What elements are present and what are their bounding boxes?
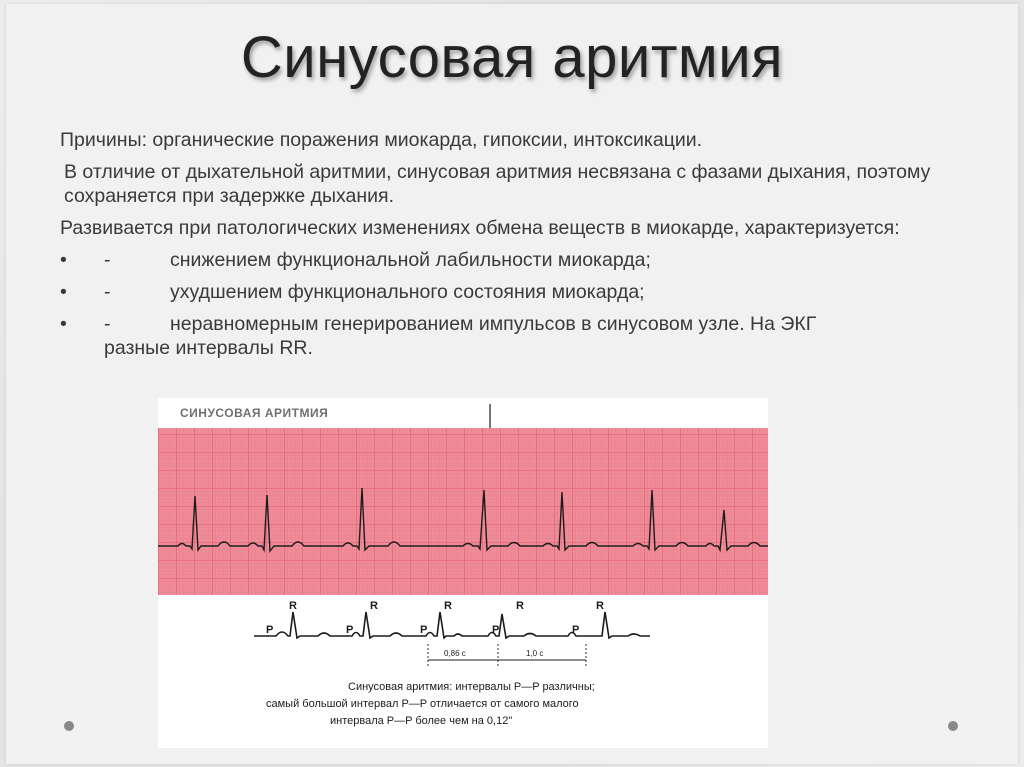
- wave-label-p: P: [572, 624, 580, 636]
- interval-1-label: 0,86 с: [444, 649, 466, 658]
- bullet-text: неравномерным генерированием импульсов в синусовом узле. На ЭКГ: [170, 313, 817, 335]
- bullet-dash: -: [104, 313, 111, 335]
- respiratory-paragraph: В отличие от дыхательной аритмии, синусовая аритмия несвязана с фазами дыхания, поэтому сохраняется при задержке дыхания.: [64, 161, 931, 207]
- slide-title: Синусовая аритмия: [240, 25, 784, 90]
- slide: [6, 4, 1018, 764]
- wave-label-p: P: [420, 624, 428, 636]
- bullet-marker: •: [60, 313, 67, 335]
- wave-label-r: R: [370, 600, 378, 612]
- bullet-marker: •: [60, 281, 67, 303]
- ecg-trace-schematic: [254, 612, 650, 638]
- ecg-figure: [158, 398, 768, 748]
- wave-label-r: R: [516, 600, 524, 612]
- caption-line-3: интервала P—P более чем на 0,12": [330, 715, 513, 727]
- bullet-text: снижением функциональной лабильности миокарда;: [170, 249, 651, 271]
- bullet-text: ухудшением функционального состояния миокарда;: [170, 281, 645, 303]
- caption-line-1: Синусовая аритмия: интервалы P—P различны;: [348, 681, 595, 693]
- bullet-list: [60, 248, 960, 360]
- wave-label-r: R: [444, 600, 452, 612]
- wave-label-p: P: [346, 624, 354, 636]
- ecg-grid: [158, 428, 768, 595]
- interval-2-label: 1,0 с: [526, 649, 544, 658]
- strip-label: СИНУСОВАЯ АРИТМИЯ: [180, 406, 329, 420]
- bullet-item: [60, 280, 960, 304]
- wave-label-p: P: [266, 624, 274, 636]
- wave-label-r: R: [596, 600, 604, 612]
- ecg-figure-svg: [158, 398, 768, 748]
- bullet-marker: •: [60, 249, 67, 271]
- causes-paragraph: Причины: органические поражения миокарда, гипоксии, интоксикации.: [60, 129, 703, 151]
- develops-paragraph: Развивается при патологических изменениях обмена веществ в миокарде, характеризуется:: [60, 217, 900, 239]
- bullet-dash: -: [104, 281, 111, 303]
- bullet-continuation: разные интервалы RR.: [104, 337, 313, 359]
- caption-line-2: самый большой интервал P—P отличается от самого малого: [266, 698, 579, 710]
- previous-slide-dot[interactable]: [64, 721, 74, 731]
- bullet-item: [60, 312, 960, 360]
- wave-label-r: R: [289, 600, 297, 612]
- bullet-dash: -: [104, 249, 111, 271]
- slide-body: [60, 128, 960, 368]
- wave-label-p: P: [492, 624, 500, 636]
- bullet-item: [60, 248, 960, 272]
- next-slide-dot[interactable]: [948, 721, 958, 731]
